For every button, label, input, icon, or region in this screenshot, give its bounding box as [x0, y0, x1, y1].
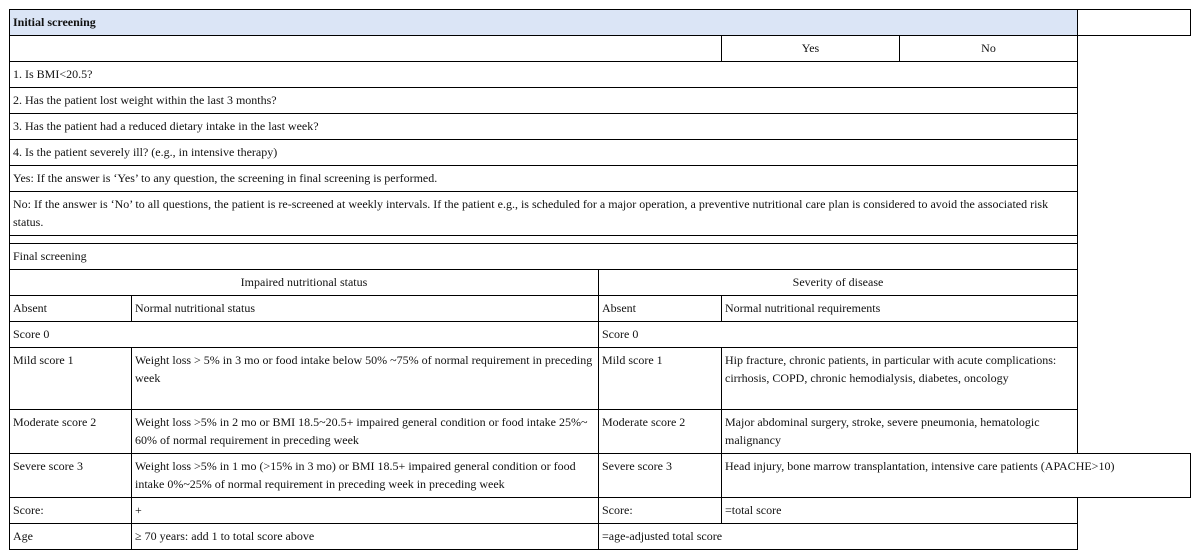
row-label: Moderate score 2	[9, 409, 132, 454]
initial-screening-title: Initial screening	[9, 9, 1078, 36]
no-column-header: No	[899, 35, 1078, 62]
impaired-nutritional-status-header: Impaired nutritional status	[9, 269, 599, 296]
severity-of-disease-header: Severity of disease	[598, 269, 1078, 296]
row-label: Score:	[598, 497, 722, 524]
no-note: No: If the answer is ‘No’ to all questions, the patient is re-screened at weekly intervals. If the patient e.g., is scheduled for a major operation, a preventive nutritional care plan is considered to avoid the associated risk status.	[9, 191, 1078, 236]
row-label: Age	[9, 523, 132, 550]
yes-note: Yes: If the answer is ‘Yes’ to any question, the screening in final screening is performed.	[9, 165, 1078, 192]
row-label: Severe score 3	[598, 453, 722, 498]
final-screening-title: Final screening	[9, 243, 1078, 270]
row-description: ≥ 70 years: add 1 to total score above	[131, 523, 599, 550]
row-description: Weight loss > 5% in 3 mo or food intake below 50% ~75% of normal requirement in preceding week	[131, 347, 599, 410]
empty-cell	[9, 35, 722, 62]
row-description: Normal nutritional requirements	[721, 295, 1078, 322]
row-label: Moderate score 2	[598, 409, 722, 454]
row-label: Severe score 3	[9, 453, 132, 498]
row-label: Absent	[598, 295, 722, 322]
empty-cell	[1077, 9, 1191, 36]
row-description: =age-adjusted total score	[598, 523, 1078, 550]
row-description: Weight loss >5% in 2 mo or BMI 18.5~20.5+ impaired general condition or food intake 25%~ 60% of normal requirement in preceding week	[131, 409, 599, 454]
row-description: Major abdominal surgery, stroke, severe pneumonia, hematologic malignancy	[721, 409, 1078, 454]
row-description: +	[131, 497, 599, 524]
row-label: Mild score 1	[9, 347, 132, 410]
yes-column-header: Yes	[721, 35, 900, 62]
question-1: 1. Is BMI<20.5?	[9, 61, 1078, 88]
row-label: Score 0	[598, 321, 1078, 348]
question-2: 2. Has the patient lost weight within the last 3 months?	[9, 87, 1078, 114]
row-label: Mild score 1	[598, 347, 722, 410]
row-label: Score 0	[9, 321, 599, 348]
row-description: =total score	[721, 497, 1078, 524]
row-description: Normal nutritional status	[131, 295, 599, 322]
row-description: Hip fracture, chronic patients, in particular with acute complications: cirrhosis, COPD, chronic hemodialysis, diabetes, oncology	[721, 347, 1078, 410]
row-description: Head injury, bone marrow transplantation, intensive care patients (APACHE>10)	[721, 453, 1191, 498]
row-description: Weight loss >5% in 1 mo (>15% in 3 mo) or BMI 18.5+ impaired general condition or food intake 0%~25% of normal requirement in preceding week in preceding week	[131, 453, 599, 498]
question-3: 3. Has the patient had a reduced dietary intake in the last week?	[9, 113, 1078, 140]
row-label: Absent	[9, 295, 132, 322]
question-4: 4. Is the patient severely ill? (e.g., in intensive therapy)	[9, 139, 1078, 166]
row-label: Score:	[9, 497, 132, 524]
